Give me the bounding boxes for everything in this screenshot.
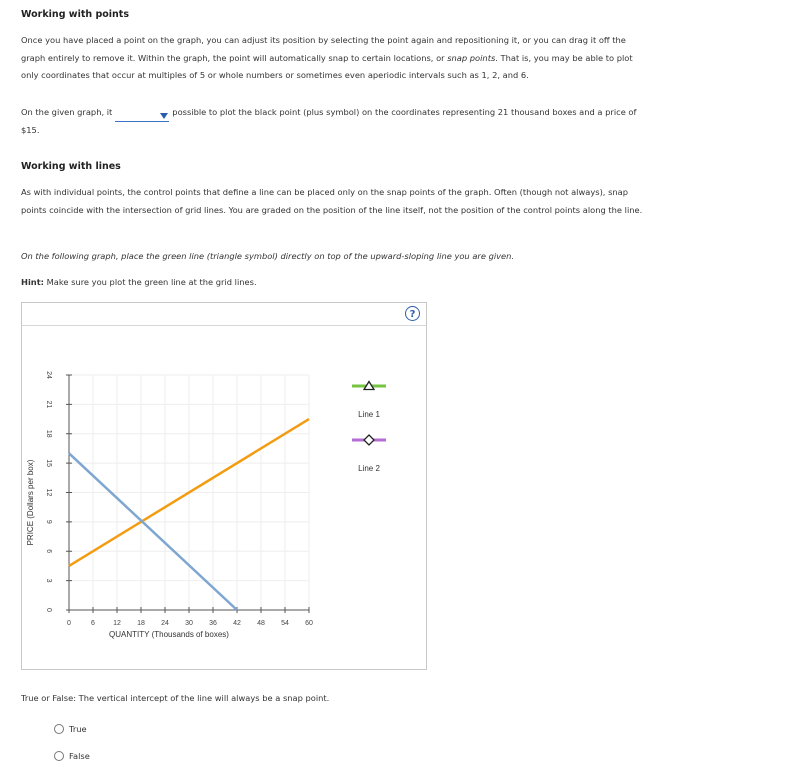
lines-paragraph: As with individual points, the control points that define a line can be placed only on the snap points of the graph. Often (though not always), snap points coincide with the intersection of grid lines. You are graded on the position of the line itself, not the position of the control points along the line. [21,187,643,215]
y-tick-label: 9 [45,519,53,524]
option-false-label[interactable]: False [69,751,90,761]
x-tick-label: 18 [137,620,145,627]
x-tick-label: 42 [233,620,241,627]
points-paragraph: Once you have placed a point on the graph, you can adjust its position by selecting the point again and repositioning it, or you can drag it off the graph entirely to remove it. Within the graph, the point will automatically snap to certain locations, or snap points. That is, you may be able to plot only coordinates that occur at multiples of 5 or whole numbers or sometimes even aperiodic intervals such as 1, 2, and 6. [21,35,633,80]
y-tick-label: 12 [45,488,53,497]
radio-true[interactable] [54,724,64,734]
x-tick-label: 48 [257,620,265,627]
section-title-lines: Working with lines [21,161,121,172]
diamond-icon [364,435,374,445]
x-tick-label: 6 [91,620,95,627]
question-2: True or False: The vertical intercept of the line will always be a snap point. [21,693,330,703]
y-tick-label: 24 [45,371,53,379]
y-tick-label: 0 [45,608,53,612]
option-true-label[interactable]: True [69,724,87,734]
y-tick-label: 15 [45,459,53,468]
help-icon[interactable]: ? [405,306,420,321]
x-tick-label: 0 [67,620,71,627]
question-1: On the given graph, it possible to plot the black point (plus symbol) on the coordinates representing 21 thousand boxes and a price of $15. [21,107,637,135]
legend-label: Line 1 [358,410,380,419]
x-tick-label: 54 [281,620,289,627]
y-tick-label: 3 [45,578,53,583]
x-tick-label: 30 [185,620,193,627]
section-title-points: Working with points [21,9,129,20]
legend-label: Line 2 [358,464,380,473]
y-axis-label: PRICE (Dollars per box) [26,459,35,546]
legend-line-1-tool[interactable] [352,382,386,420]
x-axis-label: QUANTITY (Thousands of boxes) [109,630,229,639]
legend-line-2-tool[interactable] [352,435,386,473]
hint-text: Hint: Make sure you plot the green line at the grid lines. [21,277,257,287]
radio-false[interactable] [54,751,64,761]
y-tick-label: 18 [45,429,53,438]
y-tick-label: 21 [45,400,53,409]
x-tick-label: 12 [113,620,121,627]
supply-demand-chart[interactable] [22,303,428,671]
x-tick-label: 24 [161,620,169,627]
y-tick-label: 6 [45,549,53,554]
graph-panel[interactable] [21,302,427,670]
possibility-dropdown[interactable] [115,112,169,122]
chevron-down-icon [160,113,168,119]
instruction-text: On the following graph, place the green line (triangle symbol) directly on top of the upward-sloping line you are given. [21,251,515,261]
downward-sloping-line [69,453,237,610]
x-tick-label: 60 [305,620,313,627]
x-tick-label: 36 [209,620,217,627]
